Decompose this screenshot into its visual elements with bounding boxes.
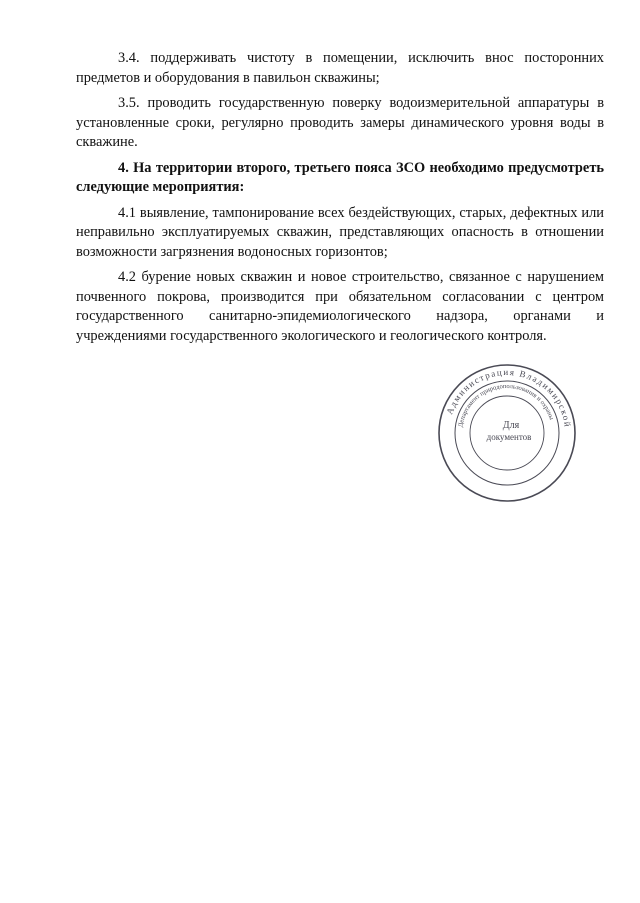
stamp-outer-text: Администрация Владимирской bbox=[444, 366, 573, 429]
paragraph-4-1: 4.1 выявление, тампонирование всех бездействующих, старых, дефектных или неправильно эксплуатируемых скважин, представляющих опасность в отношении возможности загрязнения водоносных горизонтов; bbox=[76, 204, 604, 260]
stamp-inner-text: Департамент природопользования и охраны bbox=[457, 382, 555, 428]
paragraph-4-2: 4.2 бурение новых скважин и новое строительство, связанное с нарушением почвенного покрова, производится при обязательном согласовании с центром государственного санитарно-эпидемиологического надзора, органами и учреждениями государственного экологического и геологического контроля. bbox=[76, 269, 604, 344]
paragraph-3-4: 3.4. поддерживать чистоту в помещении, исключить внос посторонних предметов и оборудования в павильон скважины; bbox=[76, 50, 604, 86]
document-body bbox=[76, 49, 604, 352]
stamp-seal-icon bbox=[436, 362, 578, 504]
stamp-center-line-1: Для bbox=[502, 420, 520, 431]
paragraph-3-5: 3.5. проводить государственную поверку водоизмерительной аппаратуры в установленные сроки, регулярно проводить замеры динамического уровня воды в скважине. bbox=[76, 95, 604, 150]
section-4-heading: 4. На территории второго, третьего пояса ЗСО необходимо предусмотреть следующие мероприятия: bbox=[76, 159, 604, 195]
official-stamp bbox=[436, 362, 578, 504]
stamp-center-line-2: документов bbox=[486, 432, 532, 442]
